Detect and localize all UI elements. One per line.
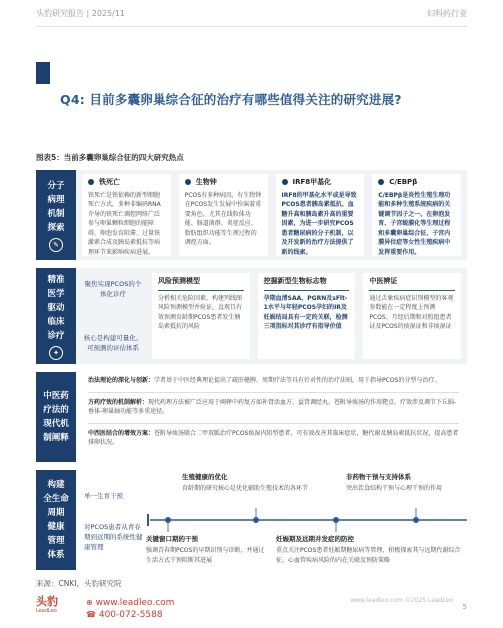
bullet-dot: [378, 179, 384, 185]
row1-panel: [76, 170, 467, 260]
top-milestone-1: 生殖健康的优化 育龄期的研究核心是优化辅助生殖技术的各环节: [182, 473, 309, 492]
card-biomarker: 挖掘新型生物标志物 孕期血清SAA、PGRN及sFlt-1水平与年轻PCOS孕妇的IR及妊娠结局具有一定的关联，检测三项指标对其诊疗有指导价值: [258, 273, 356, 359]
bullet-dot: [282, 179, 288, 185]
tcm-item-3: 中西医结合的增效方案：苍附导痰汤联合二甲双胍治疗PCOS痰湿内阻型患者，可有效改善其临床症状，糖代谢及胰岛素抵抗状况，提高患者排卵状况。: [88, 429, 459, 446]
row-label-lifecycle: 构建 全生命 周期 健康 管理 体系: [36, 470, 76, 570]
card-circadian: 生物钟 PCOS有多种病因，有生物钟在PCOS发生发展中扮演着重要角色，尤其在线粒体功能、肠道菌群、炎症反应、脂肪组织功能等生理过程的调控方面。: [179, 174, 268, 256]
lifecycle-start: 单一生育干预: [84, 492, 123, 500]
row2-panel: [76, 268, 467, 364]
leadleo-logo: 头豹 LeadLeo: [36, 595, 58, 614]
page-number: 5: [462, 603, 467, 611]
figure-caption: 图表5：当前多囊卵巢综合征的四大研究热点: [36, 153, 184, 162]
precision-intro: 聚焦实现PCOS的个体化诊疗 核心是构建可量化、可预测的评估体系: [83, 280, 143, 352]
web-icon: ⊕: [86, 598, 93, 607]
watermark: www.leadleo.com ©2025 LeadLeo: [350, 597, 453, 604]
row-label-precision: 精准 医学 驱动 临床 诊疗 ✦: [36, 268, 76, 364]
report-header-left: 头豹研究报告 | 2025/11: [36, 9, 126, 18]
row-label-molecular: 分子 病理 机制 探索 ✎: [36, 170, 76, 260]
tcm-item-2: 方药疗效的机制解析：现代药理方法被广泛应用于阐释中药复方如补肾活血方、益肾调经丸、苍附导痰汤的作用靶点、疗效涉及调节下丘脑-垂体-卵巢轴功能等多重途径。: [88, 398, 457, 415]
website-link[interactable]: ⊕ www.leadleo.com: [86, 598, 175, 608]
section-marker: [36, 62, 50, 84]
source-note: 来源：CNKI，头豹研究院: [36, 579, 122, 588]
lifecycle-end: 对PCOS患者从青春期到远期的系统性健康管理: [84, 523, 143, 551]
header-divider: [36, 26, 467, 27]
card-irf8: IRF8甲基化 IRF8的甲基化水平或是导致PCOS患者胰岛素抵抗、血糖升高和胰岛素升高的重要因素，为进一步研究PCOS患者糖尿病的分子机制，以及开发新的治疗方法提供了新的线索。: [276, 174, 365, 256]
bullet-dot: [88, 179, 94, 185]
dna-icon: ✦: [49, 346, 63, 360]
card-ferroptosis: 铁死亡 铁死亡是铁依赖的新型细胞死亡方式，多种非编码RNA介导的铁死亡调控网络广泛参与卵巢颗粒细胞的能障碍，卵泡发育阻滞、过量铁激素合成及胰岛素抵抗等病理环节来影响疾病进展。: [82, 174, 171, 256]
card-cebpb: C/EBPβ C/EBPβ是炎性生殖生理功能和多种生殖系统疾病的关键调节因子之一。在卵泡发育、子宫蜕膜化等生理过程和多囊卵巢综合征、子宫内膜异位症等女性生殖疾病中发挥重要作用。: [372, 174, 461, 256]
row3-panel: [76, 372, 467, 462]
gene-icon: ✎: [49, 238, 63, 252]
bottom-milestone-1: 关键窗口期的干预 强调青春期PCOS的早期识别与诊断，并通过生活方式干预阻断其进展: [146, 535, 265, 564]
phone-icon: ☎: [86, 610, 96, 619]
tcm-item-1: 治法理论的深化与创新：学者基于中医经典理论提出了疏肝健脾、周期疗法等具有针对性的治疗法则，用于指导PCOS的分型与治疗。: [88, 377, 441, 384]
phone-number: ☎ 400-072-5588: [86, 610, 163, 620]
top-milestone-2: 非药物干预与支持体系 突出饮食结构干预与心理干预的作用: [346, 473, 443, 492]
question-title: Q4: 目前多囊卵巢综合征的治疗有哪些值得关注的研究进展?: [60, 92, 402, 107]
card-risk-model: 风险预测模型 分析相关危险因素，构建列线图风险预测模型并验证，直观且有效预测育龄期PCOS患者发生胰岛素抵抗的风险: [152, 273, 250, 359]
bottom-milestone-2: 妊娠期及远期并发症的防控 重点关注PCOS患者妊娠期糖尿病等管理，积极探索其与远期代谢综合征、心血管疾病风险的内在关联及预防策略: [276, 535, 461, 564]
bullet-dot: [185, 179, 191, 185]
row4-panel: [76, 470, 467, 570]
report-header-right: 妇科药行业: [427, 9, 467, 18]
row-label-tcm: 中医药 疗法的 现代机 制阐释: [36, 372, 76, 462]
card-tcm-diagnosis: 中医辨证 通过舌象疾病症识别模型的客观参数能在一定程度上预测PCOS、月经后期和对照组患者证及PCOS的痰湿证和非痰湿证: [363, 273, 461, 359]
